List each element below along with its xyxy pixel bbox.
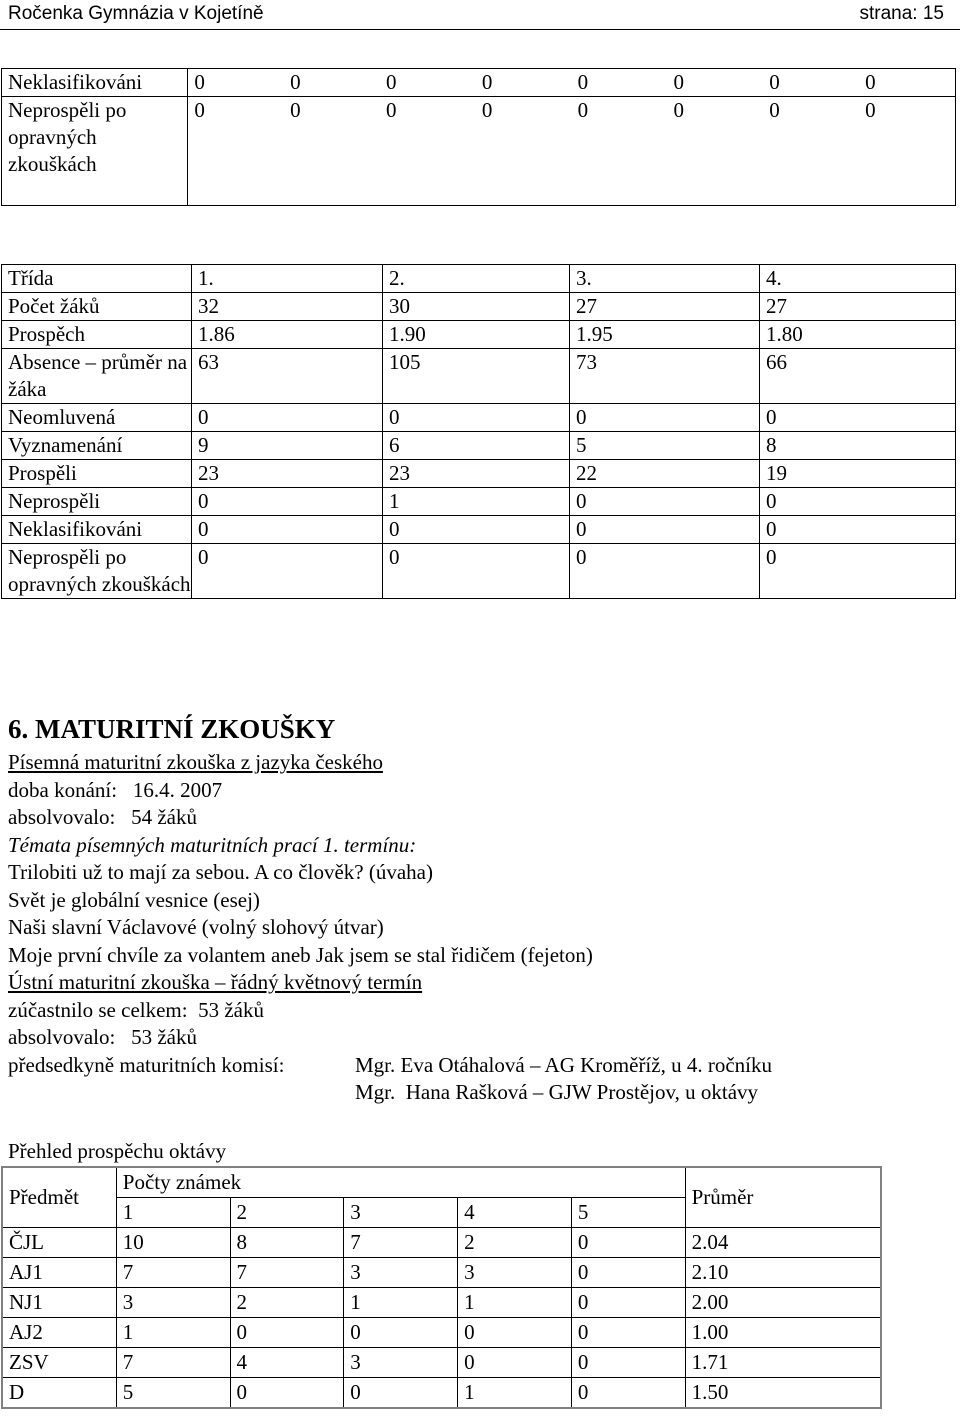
subject-cell: ZSV	[2, 1348, 116, 1378]
table-cell: 0	[570, 544, 760, 599]
average-cell: 2.10	[685, 1258, 881, 1288]
row-label: Prospěch	[2, 321, 192, 349]
table-cell: 0	[383, 516, 570, 544]
table-cell: 0	[192, 516, 383, 544]
grade-header: 3	[344, 1198, 458, 1228]
document-title: Ročenka Gymnázia v Kojetíně	[8, 3, 264, 24]
chairs-line	[8, 1052, 948, 1080]
participated-value: 53 žáků	[198, 997, 265, 1022]
table-row	[2, 1318, 881, 1348]
table-cell: 1.80	[760, 321, 956, 349]
table-cell: 6	[383, 432, 570, 460]
row-label: Prospěli	[2, 460, 192, 488]
table-cell: 0	[571, 1228, 685, 1258]
row-label: Neprospěli	[2, 488, 192, 516]
grade-header: 4	[458, 1198, 572, 1228]
table-row	[2, 97, 956, 206]
table-cell: 0	[192, 404, 383, 432]
table-row	[2, 349, 956, 404]
class-results-table	[1, 264, 956, 599]
table-row	[2, 544, 956, 599]
table-cell: 0	[284, 69, 380, 97]
table-row	[2, 293, 956, 321]
topic-item: Svět je globální vesnice (esej)	[8, 887, 260, 912]
exam-date-line	[8, 777, 948, 805]
participated-line	[8, 997, 948, 1025]
table-row	[2, 1378, 881, 1409]
table-cell: 0	[571, 1378, 685, 1409]
maturita-section	[8, 712, 948, 1107]
table-cell: 0	[476, 97, 572, 206]
table-cell: 0	[572, 97, 668, 206]
table-cell: 19	[760, 460, 956, 488]
participated-label: zúčastnilo se celkem:	[8, 997, 188, 1022]
table-cell: 22	[570, 460, 760, 488]
table-cell: 3	[344, 1258, 458, 1288]
table-cell: 27	[570, 293, 760, 321]
table-cell: 0	[760, 544, 956, 599]
absolved-line	[8, 804, 948, 832]
row-label: Třída	[2, 265, 192, 293]
table-cell: 0	[570, 488, 760, 516]
table-row	[2, 1258, 881, 1288]
table-row	[2, 265, 956, 293]
table-cell: 4.	[760, 265, 956, 293]
average-cell: 1.00	[685, 1318, 881, 1348]
table-cell: 10	[116, 1228, 230, 1258]
overview-title: Přehled prospěchu oktávy	[8, 1139, 227, 1163]
table-cell: 32	[192, 293, 383, 321]
table-cell: 1	[344, 1288, 458, 1318]
table-cell: 0	[383, 404, 570, 432]
average-cell: 2.04	[685, 1228, 881, 1258]
average-cell: 1.71	[685, 1348, 881, 1378]
octave-grades-table	[1, 1166, 882, 1409]
page-number: strana: 15	[859, 3, 944, 24]
table-cell: 0	[192, 488, 383, 516]
table-cell: 0	[188, 69, 284, 97]
row-label: Neprospěli po opravných zkouškách	[2, 97, 188, 206]
table-cell: 0	[192, 544, 383, 599]
table-cell: 0	[380, 69, 476, 97]
table-cell: 30	[383, 293, 570, 321]
table-row	[2, 1228, 881, 1258]
row-label: Absence – průměr na žáka	[2, 349, 192, 404]
table-cell: 1.86	[192, 321, 383, 349]
table-cell: 0	[230, 1378, 344, 1409]
table-cell: 63	[192, 349, 383, 404]
table-row	[2, 321, 956, 349]
subject-cell: NJ1	[2, 1288, 116, 1318]
table-row	[2, 1348, 881, 1378]
table-cell: 23	[192, 460, 383, 488]
subject-cell: D	[2, 1378, 116, 1409]
subject-cell: ČJL	[2, 1228, 116, 1258]
row-label: Neomluvená	[2, 404, 192, 432]
header-divider	[0, 29, 960, 30]
table-cell: 0	[763, 97, 859, 206]
grade-header: 1	[116, 1198, 230, 1228]
table-cell: 2	[230, 1288, 344, 1318]
chair-name: Mgr. Eva Otáhalová – AG Kroměříž, u 4. ročníku	[355, 1052, 772, 1077]
table-cell: 0	[572, 69, 668, 97]
table-cell: 7	[116, 1258, 230, 1288]
table-cell: 0	[571, 1348, 685, 1378]
oral-absolved-label: absolvovalo:	[8, 1025, 116, 1049]
table-cell: 1.90	[383, 321, 570, 349]
section-heading: 6. MATURITNÍ ZKOUŠKY	[8, 714, 336, 744]
table-cell: 0	[344, 1378, 458, 1409]
table-header-row	[2, 1167, 881, 1198]
row-label: Vyznamenání	[2, 432, 192, 460]
table-cell: 105	[383, 349, 570, 404]
page-header	[0, 0, 960, 28]
table-cell: 0	[763, 69, 859, 97]
absolved-label: absolvovalo:	[8, 805, 116, 829]
subject-cell: AJ1	[2, 1258, 116, 1288]
table-cell: 7	[230, 1258, 344, 1288]
table-cell: 0	[570, 404, 760, 432]
table-cell: 0	[859, 69, 955, 97]
subject-cell: AJ2	[2, 1318, 116, 1348]
absolved-value: 54 žáků	[131, 805, 197, 829]
table-cell: 5	[570, 432, 760, 460]
table-cell: 1	[458, 1378, 572, 1409]
grade-header: 2	[230, 1198, 344, 1228]
table-cell: 1	[383, 488, 570, 516]
table-cell: 0	[476, 69, 572, 97]
table-cell: 0	[458, 1318, 572, 1348]
table-cell: 3.	[570, 265, 760, 293]
oral-absolved-line	[8, 1024, 948, 1052]
table-cell: 0	[380, 97, 476, 206]
table-cell: 1.	[192, 265, 383, 293]
topic-item: Trilobiti už to mají za sebou. A co člověk? (úvaha)	[8, 860, 433, 884]
table-cell: 0	[571, 1288, 685, 1318]
table-cell: 0	[383, 544, 570, 599]
topics-title: Témata písemných maturitních prací 1. termínu:	[8, 832, 417, 857]
chairs-label: předsedkyně maturitních komisí:	[8, 1052, 285, 1077]
average-cell: 1.50	[685, 1378, 881, 1409]
table-row	[2, 488, 956, 516]
average-cell: 2.00	[685, 1288, 881, 1318]
topic-item: Moje první chvíle za volantem aneb Jak jsem se stal řidičem (fejeton)	[8, 942, 593, 967]
table-cell: 8	[230, 1228, 344, 1258]
table-cell: 1.95	[570, 321, 760, 349]
table-cell: 0	[458, 1348, 572, 1378]
table-cell: 66	[760, 349, 956, 404]
grade-counts-header: Počty známek	[116, 1167, 685, 1198]
table-cell: 5	[116, 1378, 230, 1409]
table-cell: 0	[667, 69, 763, 97]
table-cell: 0	[344, 1318, 458, 1348]
table-cell: 3	[116, 1288, 230, 1318]
chair-name: Mgr. Hana Rašková – GJW Prostějov, u oktávy	[355, 1080, 759, 1104]
table-cell: 2.	[383, 265, 570, 293]
table-cell: 2	[458, 1228, 572, 1258]
exam-date-label: doba konání:	[8, 777, 118, 802]
table-cell: 0	[188, 97, 284, 206]
table-cell: 3	[458, 1258, 572, 1288]
chairs-line-2	[8, 1079, 948, 1107]
oral-absolved-value: 53 žáků	[131, 1025, 197, 1049]
results-table-continued	[1, 68, 956, 206]
table-cell: 8	[760, 432, 956, 460]
table-row	[2, 516, 956, 544]
table-cell: 27	[760, 293, 956, 321]
table-row	[2, 432, 956, 460]
table-cell: 1	[458, 1288, 572, 1318]
table-cell: 23	[383, 460, 570, 488]
written-exam-title: Písemná maturitní zkouška z jazyka českého	[8, 750, 383, 774]
average-header: Průměr	[685, 1167, 881, 1228]
table-cell: 9	[192, 432, 383, 460]
table-cell: 0	[667, 97, 763, 206]
table-cell: 0	[571, 1318, 685, 1348]
table-cell: 3	[344, 1348, 458, 1378]
table-cell: 1	[116, 1318, 230, 1348]
table-row	[2, 404, 956, 432]
row-label: Počet žáků	[2, 293, 192, 321]
grade-header: 5	[571, 1198, 685, 1228]
table-row	[2, 460, 956, 488]
table-cell: 73	[570, 349, 760, 404]
table-cell: 0	[760, 516, 956, 544]
table-cell: 0	[284, 97, 380, 206]
table-cell: 7	[116, 1348, 230, 1378]
table-cell: 0	[230, 1318, 344, 1348]
oral-exam-title: Ústní maturitní zkouška – řádný květnový termín	[8, 970, 423, 994]
subject-header: Předmět	[2, 1167, 116, 1228]
table-cell: 0	[760, 488, 956, 516]
table-cell: 0	[859, 97, 955, 206]
exam-date-value: 16.4. 2007	[132, 777, 223, 802]
table-cell: 0	[570, 516, 760, 544]
table-cell: 7	[344, 1228, 458, 1258]
row-label: Neklasifikováni	[2, 69, 188, 97]
table-cell: 0	[571, 1258, 685, 1288]
table-row	[2, 1288, 881, 1318]
row-label: Neklasifikováni	[2, 516, 192, 544]
table-cell: 4	[230, 1348, 344, 1378]
topic-item: Naši slavní Václavové (volný slohový útvar)	[8, 915, 384, 939]
table-row	[2, 69, 956, 97]
row-label: Neprospěli po opravných zkouškách	[2, 544, 192, 599]
table-cell: 0	[760, 404, 956, 432]
